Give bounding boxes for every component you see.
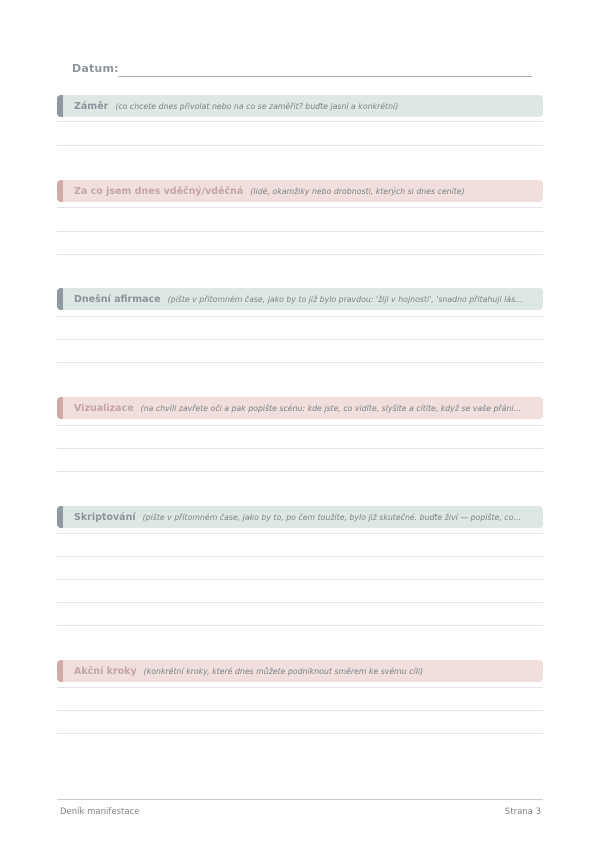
writing-line[interactable] bbox=[57, 121, 543, 122]
section-hint: (konkrétní kroky, které dnes můžete podniknout směrem ke svému cíli) bbox=[143, 666, 424, 676]
writing-line[interactable] bbox=[57, 556, 543, 557]
writing-line[interactable] bbox=[57, 316, 543, 317]
date-label: Datum: bbox=[72, 62, 119, 75]
writing-line[interactable] bbox=[57, 733, 543, 734]
section-accent-bar bbox=[57, 288, 63, 310]
writing-line[interactable] bbox=[57, 145, 543, 146]
section-title: Záměr bbox=[74, 100, 109, 112]
date-row bbox=[72, 62, 532, 80]
date-field-line[interactable] bbox=[118, 76, 532, 77]
section-header-visualization bbox=[57, 397, 543, 419]
section-title: Akční kroky bbox=[74, 665, 137, 677]
section-header-action-steps bbox=[57, 660, 543, 682]
section-hint: (na chvíli zavřete oči a pak popište scénu: kde jste, co vidíte, slyšíte a cítíte, když se vaše přání… bbox=[140, 403, 522, 413]
writing-line[interactable] bbox=[57, 207, 543, 208]
section-header-gratitude bbox=[57, 180, 543, 202]
section-accent-bar bbox=[57, 95, 63, 117]
writing-line[interactable] bbox=[57, 448, 543, 449]
footer-page-number: Strana 3 bbox=[504, 807, 541, 817]
writing-line[interactable] bbox=[57, 471, 543, 472]
writing-line[interactable] bbox=[57, 625, 543, 626]
writing-line[interactable] bbox=[57, 602, 543, 603]
section-title: Dnešní afirmace bbox=[74, 293, 161, 305]
section-accent-bar bbox=[57, 397, 63, 419]
section-hint: (co chcete dnes přivolat nebo na co se zaměřit? buďte jasní a konkrétní) bbox=[115, 101, 399, 111]
section-title: Za co jsem dnes vděčný/vděčná bbox=[74, 185, 244, 197]
writing-line[interactable] bbox=[57, 710, 543, 711]
section-header-affirmation bbox=[57, 288, 543, 310]
section-title: Skriptování bbox=[74, 511, 136, 523]
writing-line[interactable] bbox=[57, 254, 543, 255]
writing-line[interactable] bbox=[57, 231, 543, 232]
writing-line[interactable] bbox=[57, 579, 543, 580]
section-accent-bar bbox=[57, 506, 63, 528]
section-hint: (pište v přítomném čase, jako by to již bylo pravdou: 'žiji v hojnosti', 'snadno přitahuji lás… bbox=[167, 294, 523, 304]
writing-line[interactable] bbox=[57, 425, 543, 426]
footer-journal-title: Deník manifestace bbox=[60, 807, 140, 817]
writing-line[interactable] bbox=[57, 362, 543, 363]
section-hint: (pište v přítomném čase, jako by to, po čem toužíte, bylo již skutečné. buďte živí — popište, co… bbox=[142, 512, 522, 522]
footer-divider bbox=[57, 799, 543, 800]
writing-line[interactable] bbox=[57, 339, 543, 340]
section-header-scripting bbox=[57, 506, 543, 528]
section-accent-bar bbox=[57, 660, 63, 682]
section-header-intention bbox=[57, 95, 543, 117]
section-title: Vizualizace bbox=[74, 402, 134, 414]
writing-line[interactable] bbox=[57, 533, 543, 534]
writing-line[interactable] bbox=[57, 687, 543, 688]
section-hint: (lidé, okamžiky nebo drobnosti, kterých si dnes ceníte) bbox=[250, 186, 465, 196]
section-accent-bar bbox=[57, 180, 63, 202]
